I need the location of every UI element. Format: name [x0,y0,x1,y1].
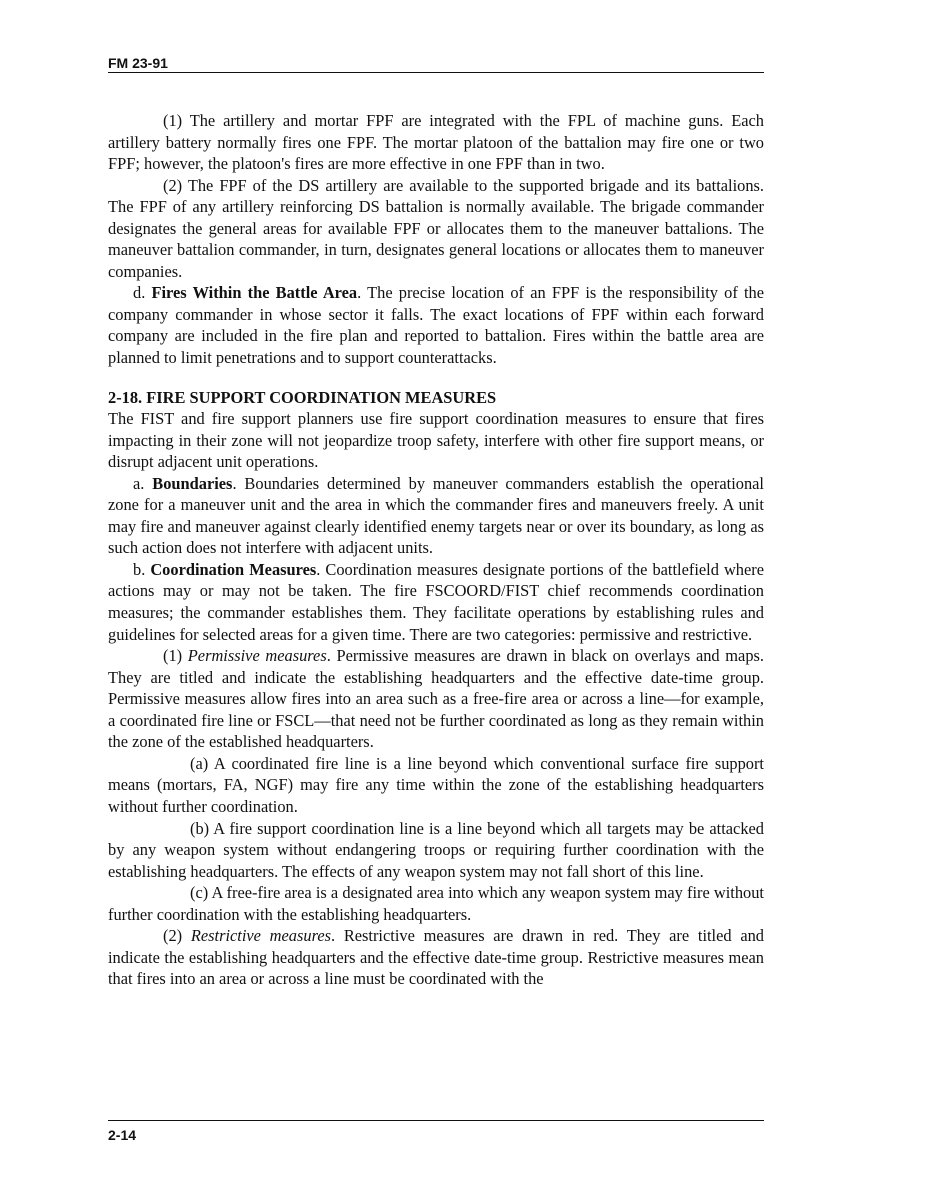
paragraph: d. Fires Within the Battle Area. The precise location of an FPF is the responsibility of the company commander in whose sector it falls. The exact locations of FPF within each forward company are included in the fire plan and reported to battalion. Fires within the battle area are planned to limit penetrations and to support counterattacks. [108,283,764,368]
header-rule [108,72,764,73]
paragraph: The FIST and fire support planners use fire support coordination measures to ensure that fires impacting in their zone will not jeopardize troop safety, interfere with other fire support means, or disrupt adjacent unit operations. [108,409,764,472]
footer-rule [108,1120,764,1121]
section-heading: 2-18. FIRE SUPPORT COORDINATION MEASURES [108,387,497,407]
paragraph: (2) Restrictive measures. Restrictive measures are drawn in red. They are titled and indicate the establishing headquarters and the effective date-time group. Restrictive measures mean that fires into an area or across a line must be coordinated with the [108,926,764,989]
paragraph: (2) The FPF of the DS artillery are available to the supported brigade and its battalions. The FPF of any artillery reinforcing DS battalion is normally available. The brigade commander designates the general areas for available FPF or allocates them to the maneuver battalions. The maneuver battalion commander, in turn, designates general locations or allocates them to maneuver companies. [108,175,764,281]
page-body [108,110,764,990]
subsection-title: Boundaries [152,473,233,493]
running-header: FM 23-91 [108,55,168,71]
paragraph: b. Coordination Measures. Coordination measures designate portions of the battlefield where actions may or may not be taken. The fire FSCOORD/FIST chief recommends coordination measures; the commander establishes them. They facilitate operations by establishing rules and guidelines for selected areas for a given time. There are two categories: permissive and restrictive. [108,559,764,644]
subsection-title: Permissive measures [187,646,327,666]
paragraph: a. Boundaries. Boundaries determined by maneuver commanders establish the operational zone for a maneuver unit and the area in which the commander fires and maneuvers freely. A unit may fire and maneuver against clearly identified enemy targets near or over its boundary, as long as such action does not interfere with adjacent units. [108,473,764,558]
subsection-title: Restrictive measures [190,926,331,946]
paragraph: (b) A fire support coordination line is a line beyond which all targets may be attacked by any weapon system without endangering troops or requiring further coordination with the establishing headquarters. The effects of any weapon system may not fall short of this line. [108,818,764,881]
paragraph: (1) The artillery and mortar FPF are integrated with the FPL of machine guns. Each artillery battery normally fires one FPF. The mortar platoon of the battalion may fire one or two FPF; however, the platoon's fires are more effective in one FPF than in two. [108,111,764,174]
paragraph: (a) A coordinated fire line is a line beyond which conventional surface fire support means (mortars, FA, NGF) may fire any time within the zone of the establishing headquarters without further coordination. [108,753,764,816]
paragraph: (1) Permissive measures. Permissive measures are drawn in black on overlays and maps. They are titled and indicate the establishing headquarters and the effective date-time group. Permissive measures allow fires into an area such as a free-fire area or across a line—for example, a coordinated fire line or FSCL—that need not be further coordinated as long as they remain within the zone of the established headquarters. [108,646,764,752]
page-number: 2-14 [108,1127,137,1143]
subsection-title: Coordination Measures [150,559,317,579]
subsection-title: Fires Within the Battle Area [151,283,358,303]
paragraph: (c) A free-fire area is a designated area into which any weapon system may fire without further coordination with the establishing headquarters. [108,883,764,924]
